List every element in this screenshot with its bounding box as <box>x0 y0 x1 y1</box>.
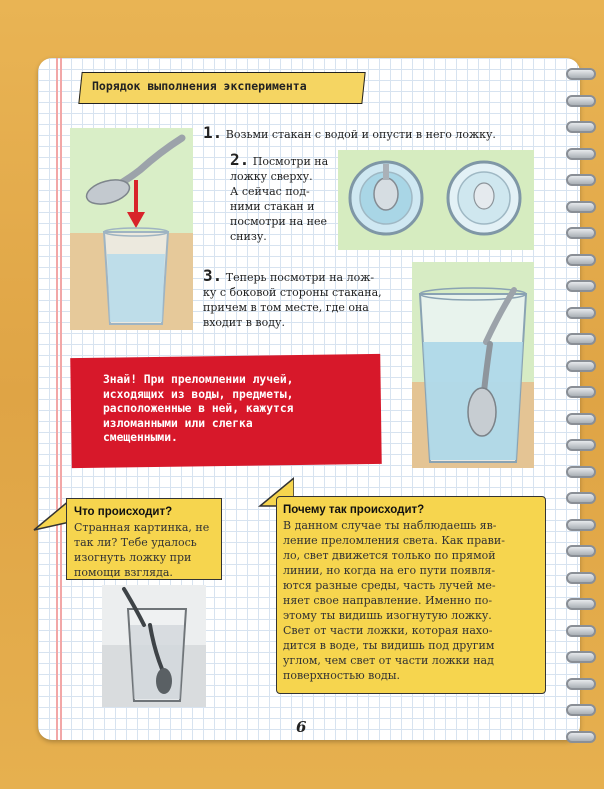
why-line: углом, чем свет от части ложки над <box>283 654 494 667</box>
spiral-ring <box>566 466 596 478</box>
why-line: ло, свет движется только по прямой <box>283 549 496 562</box>
step-number: 1. <box>203 123 223 142</box>
glass-icon <box>420 288 526 462</box>
spiral-ring <box>566 545 596 557</box>
callout-pointer <box>30 492 70 532</box>
why-line: ление преломления света. Как прави- <box>283 534 505 547</box>
why-line: этому ты видишь изогнутую ложку. <box>283 609 492 622</box>
spiral-ring <box>566 519 596 531</box>
why-line: Свет от части ложки, которая нахо- <box>283 624 493 637</box>
what-line: так ли? Тебе удалось <box>74 536 197 549</box>
spiral-ring <box>566 307 596 319</box>
notice-line: смещенными. <box>103 431 178 444</box>
spiral-ring <box>566 386 596 398</box>
step-text-line: ложку сверху. <box>230 170 313 183</box>
what-happens-title: Что происходит? <box>74 506 173 518</box>
spiral-ring <box>566 174 596 186</box>
what-line: Странная картинка, не <box>74 521 210 534</box>
why-line: В данном случае ты наблюдаешь яв- <box>283 519 497 532</box>
margin-line <box>60 58 62 740</box>
step-text-line: ку с боковой стороны стакана, <box>203 286 382 299</box>
step-text-line: Посмотри на <box>252 155 329 168</box>
step-3 <box>203 268 403 330</box>
glass-icon <box>104 228 168 324</box>
spiral-ring <box>566 413 596 425</box>
spiral-ring <box>566 704 596 716</box>
spiral-ring <box>566 280 596 292</box>
notice-line: расположенные в ней, кажутся <box>103 402 294 415</box>
why-line: няет свое направление. Именно по- <box>283 594 493 607</box>
step-text: Возьми стакан с водой и опусти в него ложку. <box>225 128 496 141</box>
spiral-ring <box>566 625 596 637</box>
why-line: линии, но когда на его пути появля- <box>283 564 496 577</box>
glass-bottom-view-icon <box>448 162 520 234</box>
notice-line: изломанными или слегка <box>103 416 253 430</box>
spiral-ring <box>566 254 596 266</box>
step-text-line: А сейчас под- <box>230 185 310 198</box>
side-view-illustration <box>412 262 534 468</box>
spiral-ring <box>566 201 596 213</box>
step-text-line: снизу. <box>230 230 267 243</box>
why-line: ются разные среды, часть лучей ме- <box>283 579 496 592</box>
spiral-ring <box>566 731 596 743</box>
glass-top-view-icon <box>350 162 422 234</box>
step-number: 2. <box>230 150 250 169</box>
step-text-line: причем в том месте, где она <box>203 301 369 314</box>
spiral-ring <box>566 360 596 372</box>
spiral-ring <box>566 598 596 610</box>
notice-line: Знай! При преломлении лучей, <box>103 373 294 386</box>
spiral-ring <box>566 651 596 663</box>
why-title: Почему так происходит? <box>283 504 425 516</box>
what-line: изогнуть ложку при <box>74 551 192 564</box>
step-1 <box>203 125 543 142</box>
spiral-ring <box>566 492 596 504</box>
page-number: 6 <box>296 718 307 736</box>
step-text-line: Теперь посмотри на лож- <box>225 271 375 284</box>
why-line: дится в воде, ты видишь под другим <box>283 639 495 652</box>
what-line: помощи взгляда. <box>74 566 173 579</box>
spiral-ring <box>566 227 596 239</box>
notice-line: исходящих из воды, предметы, <box>103 387 294 401</box>
step-number: 3. <box>203 266 223 285</box>
step-2 <box>230 152 340 244</box>
glass-photo <box>102 585 206 707</box>
margin-line <box>56 58 58 740</box>
spiral-ring <box>566 333 596 345</box>
spiral-ring <box>566 572 596 584</box>
spiral-ring <box>566 439 596 451</box>
step-text-line: входит в воду. <box>203 316 285 329</box>
what-happens-content <box>74 505 222 580</box>
step-text-line: посмотри на нее <box>230 215 327 228</box>
why-content <box>283 503 539 683</box>
notice-text <box>103 373 373 446</box>
step-text-line: ними стакан и <box>230 200 315 213</box>
spiral-ring <box>566 95 596 107</box>
spiral-ring <box>566 148 596 160</box>
spiral-ring <box>566 68 596 80</box>
why-line: поверхностью воды. <box>283 669 401 682</box>
spiral-ring <box>566 121 596 133</box>
glass-spoon-illustration <box>70 128 193 330</box>
spiral-ring <box>566 678 596 690</box>
top-bottom-view-illustration <box>338 150 534 250</box>
page-title: Порядок выполнения эксперимента <box>92 79 307 93</box>
